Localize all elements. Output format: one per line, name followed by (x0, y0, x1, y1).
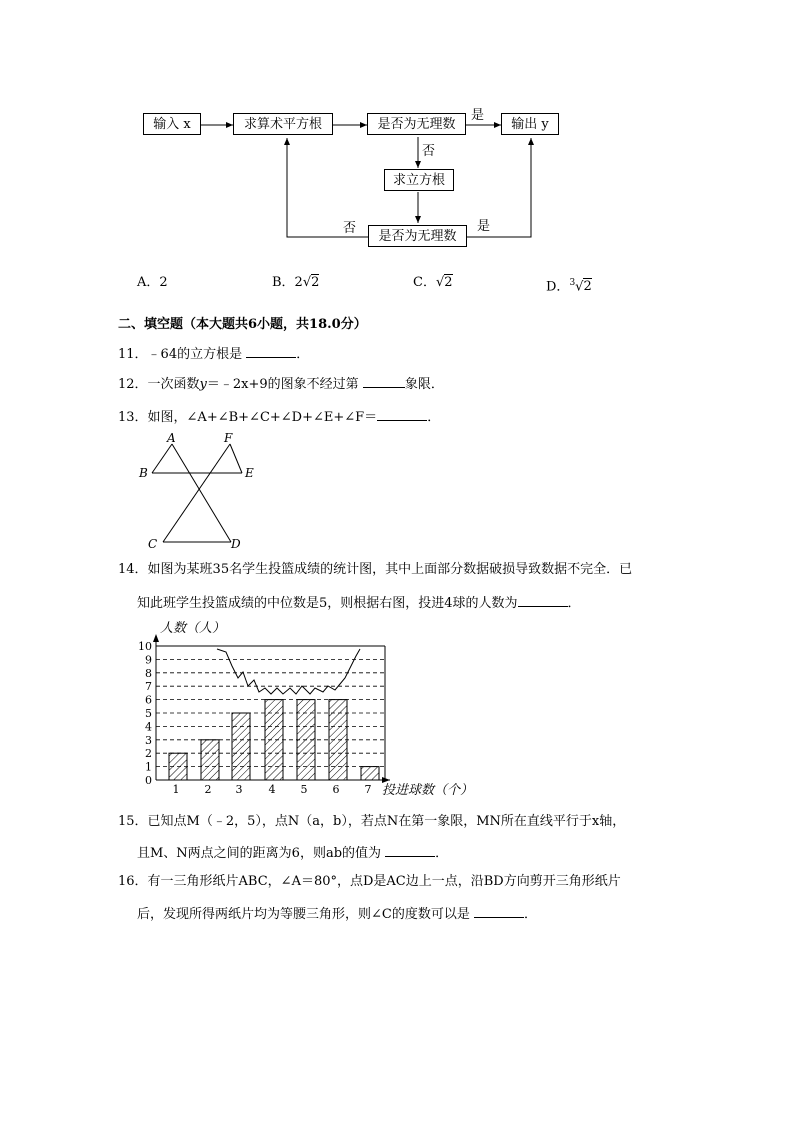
question-12-var-y: y (199, 377, 207, 392)
sqrt-sign: √ (435, 275, 445, 290)
y-tick-label-10: 10 (138, 640, 152, 653)
answer-blank-12[interactable] (363, 375, 405, 388)
option-d-radicand: 2 (583, 279, 592, 295)
option-b (272, 274, 319, 292)
figure-13-triangles (130, 428, 270, 553)
bar-2 (201, 740, 219, 780)
x-tick-label-6: 6 (332, 783, 340, 796)
x-tick-label-2: 2 (204, 783, 212, 796)
question-11 (118, 345, 309, 363)
x-tick-label-4: 4 (268, 783, 276, 796)
flowchart-cbrt-box: 求立方根 (384, 169, 454, 191)
option-b-radicand: 2 (311, 275, 320, 290)
question-15-text: 且M、N两点之间的距离为6，则ab的值为 (137, 846, 382, 861)
question-12-text-c: ＝﹣2x+9的图象不经过第 (206, 377, 359, 392)
bar-7 (361, 767, 379, 780)
y-tick-label-5: 5 (145, 707, 152, 720)
question-16-line-2 (137, 905, 537, 923)
question-15-line-1: 15．已知点M（﹣2，5），点N（a，b），若点N在第一象限，MN所在直线平行于x轴， (118, 814, 626, 829)
flowchart-no-label-1: 否 (422, 144, 436, 159)
segment-ab (152, 444, 172, 473)
y-tick-label-1: 1 (145, 760, 152, 774)
question-14-text: 知此班学生投篮成绩的中位数是5，则根据右图，投进4球的人数为 (137, 596, 518, 611)
y-axis-label: 人数（人） (160, 621, 226, 636)
y-tick-label-4: 4 (145, 720, 152, 734)
question-13-text: 13．如图，∠A+∠B+∠C+∠D+∠E+∠F＝ (118, 410, 378, 425)
flowchart-check2-box: 是否为无理数 (368, 225, 467, 247)
point-label-a: A (167, 431, 176, 445)
y-axis-arrow (153, 634, 159, 642)
x-tick-label-3: 3 (235, 783, 243, 796)
flowchart-sqrt-box: 求算术平方根 (233, 113, 333, 135)
point-label-d: D (231, 537, 241, 551)
option-d-prefix: D． (546, 279, 570, 295)
y-tick-label-3: 3 (145, 733, 152, 747)
sqrt-sign: √ (302, 275, 312, 290)
flowchart-input-box: 输入 x (143, 113, 201, 135)
flowchart-lines (0, 0, 794, 300)
option-a: A．2 (137, 275, 168, 290)
y-tick-label-9: 9 (145, 653, 152, 667)
x-tick-label-5: 5 (300, 783, 308, 796)
question-12-end: 象限． (404, 377, 444, 392)
point-label-f: F (224, 431, 233, 445)
bar-3 (232, 713, 250, 780)
bar-5 (297, 700, 315, 780)
question-11-text: 11．﹣64的立方根是 (118, 347, 243, 362)
question-15-line-2 (137, 844, 448, 862)
option-d-root-index: 3 (569, 278, 576, 288)
flowchart-yes-label-2: 是 (477, 219, 491, 234)
segment-fc (163, 444, 230, 542)
question-14-line-2 (137, 594, 581, 612)
y-tick-label-6: 6 (145, 693, 152, 707)
flowchart-yes-label-1: 是 (471, 108, 485, 123)
question-15-end: ． (435, 846, 449, 861)
torn-edge (217, 649, 360, 694)
question-12 (118, 375, 444, 393)
y-tick-label-0: 0 (145, 774, 152, 787)
question-12-text-a: 12．一次函数 (118, 377, 200, 392)
x-axis-label: 投进球数（个） (382, 783, 474, 798)
flowchart-output-box: 输出 y (501, 113, 559, 135)
question-11-end: ． (296, 347, 310, 362)
question-13 (118, 408, 440, 426)
y-tick-label-8: 8 (145, 666, 152, 680)
option-b-prefix: B．2 (272, 275, 303, 290)
bar-4 (265, 700, 283, 780)
question-13-end: ． (427, 410, 441, 425)
question-16-line-1: 16．有一三角形纸片ABC，∠A＝80°，点D是AC边上一点，沿BD方向剪开三角形纸片 (118, 874, 621, 889)
answer-blank-16[interactable] (474, 905, 524, 918)
y-tick-label-2: 2 (145, 747, 152, 761)
answer-blank-11[interactable] (246, 345, 296, 358)
option-d (546, 274, 592, 296)
point-label-c: C (148, 537, 158, 551)
x-tick-label-7: 7 (364, 783, 372, 796)
point-label-e: E (245, 466, 254, 480)
bar-1 (169, 753, 187, 780)
bar-chart (120, 614, 500, 804)
question-14-end: ． (567, 596, 581, 611)
answer-blank-15[interactable] (385, 844, 435, 857)
sqrt-sign: √ (575, 279, 584, 295)
question-16-text: 后，发现所得两纸片均为等腰三角形，则∠C的度数可以是 (137, 907, 470, 922)
section-title: 二、填空题（本大题共6小题，共18.0分） (118, 317, 367, 332)
option-c-radicand: 2 (444, 275, 453, 290)
point-label-b: B (139, 466, 148, 480)
y-tick-label-7: 7 (145, 680, 152, 694)
option-c (413, 274, 453, 292)
question-16-end: ． (523, 907, 537, 922)
x-tick-label-1: 1 (172, 783, 180, 796)
answer-blank-13[interactable] (377, 408, 427, 421)
question-14-line-1: 14．如图为某班35名学生投篮成绩的统计图，其中上面部分数据破损导致数据不完全．已 (118, 562, 633, 577)
option-c-prefix: C． (413, 275, 436, 290)
flowchart-check1-box: 是否为无理数 (367, 113, 466, 135)
segment-fe (230, 444, 242, 473)
segment-ad (172, 444, 231, 542)
answer-blank-14[interactable] (518, 594, 568, 607)
flowchart-no-label-2: 否 (343, 221, 357, 236)
bar-6 (329, 700, 347, 780)
